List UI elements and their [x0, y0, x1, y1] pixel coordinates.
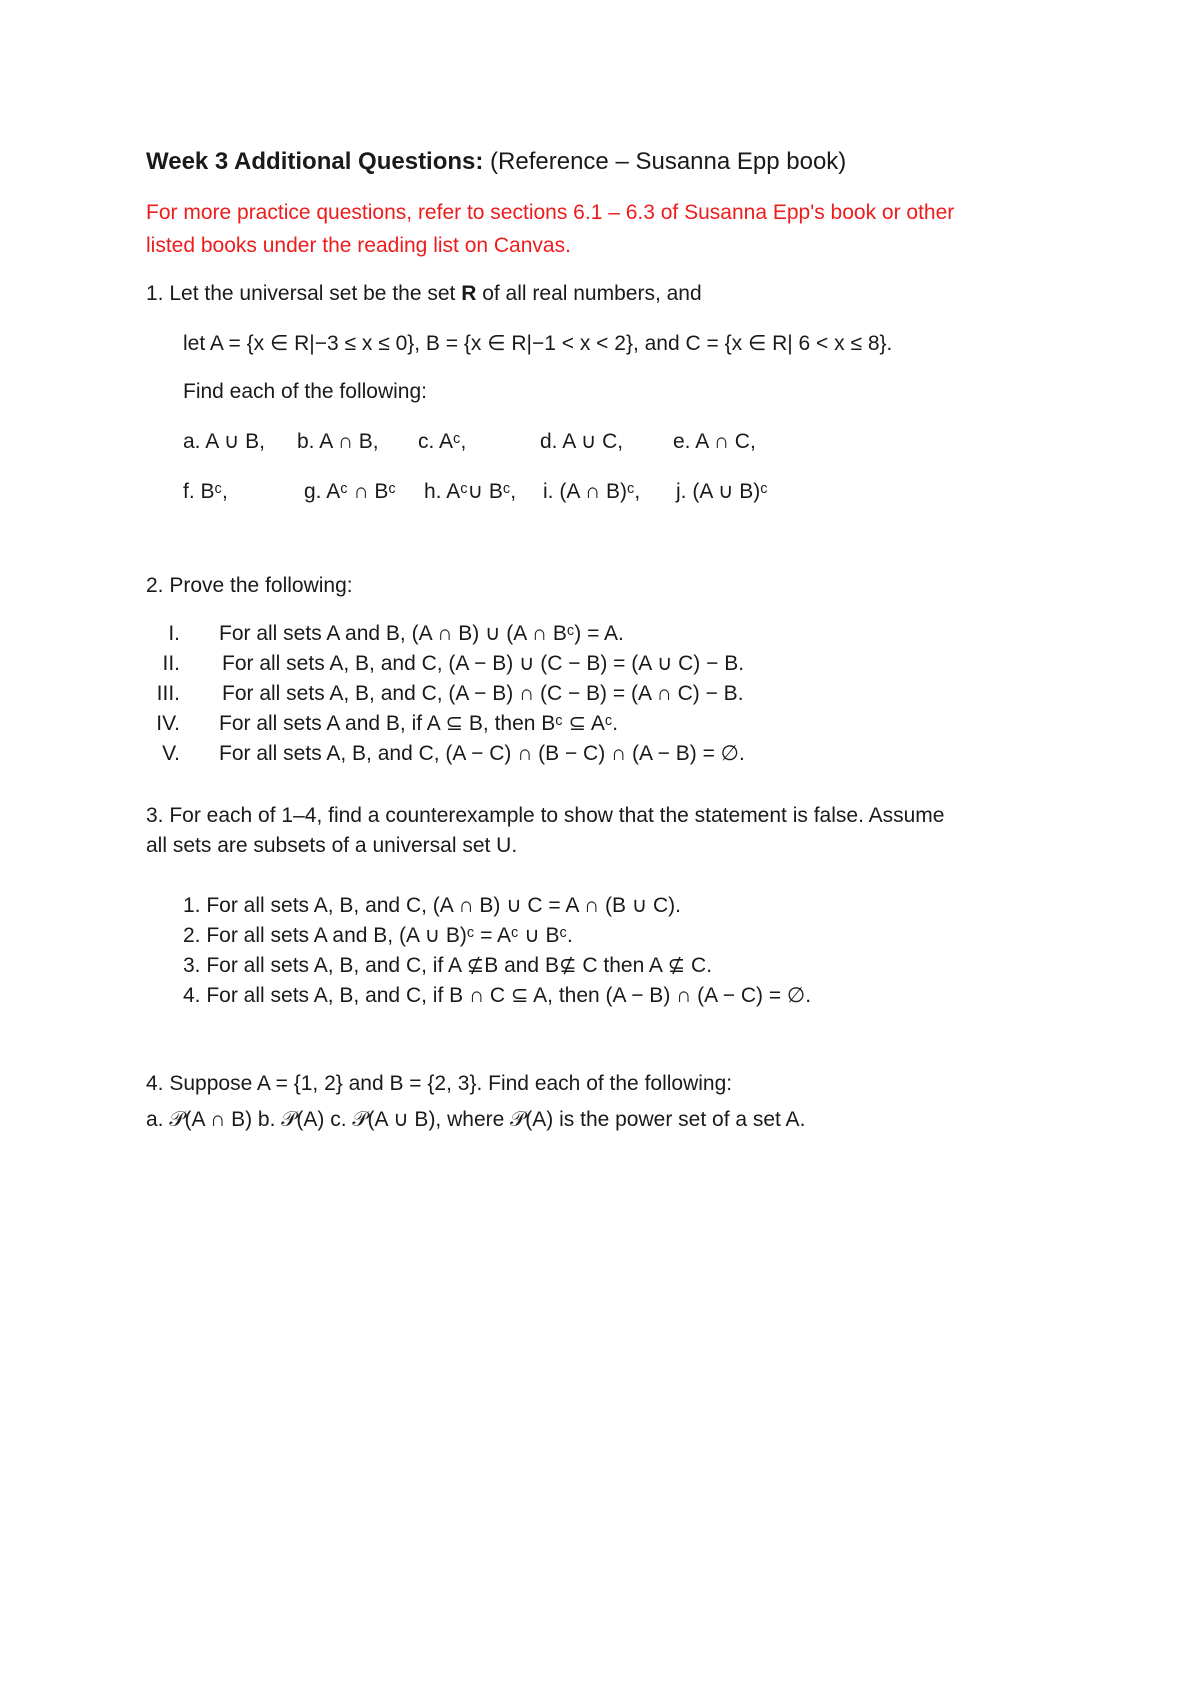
q2-num-4: IV.: [156, 712, 180, 735]
q1-intro-c: of all real numbers, and: [476, 282, 702, 305]
q1-sets: let A = {x ∈ R|−3 ≤ x ≤ 0}, B = {x ∈ R|−1 < x < 2}, and C = {x ∈ R| 6 < x ≤ 8}.: [183, 332, 893, 355]
q1-item-g: g. Aᶜ ∩ Bᶜ: [304, 480, 396, 503]
practice-note-line-1: For more practice questions, refer to sections 6.1 – 6.3 of Susanna Epp's book or other: [146, 201, 955, 224]
q2-item-1: For all sets A and B, (A ∩ B) ∪ (A ∩ Bᶜ) = A.: [219, 622, 624, 645]
q1-item-a: a. A ∪ B,: [183, 430, 265, 453]
q3-item-3: 3. For all sets A, B, and C, if A ⊈B and B⊈ C then A ⊈ C.: [183, 954, 713, 977]
q1-item-e: e. A ∩ C,: [673, 430, 756, 453]
q2-num-2: II.: [162, 652, 180, 675]
q3-line-2: all sets are subsets of a universal set U.: [146, 834, 518, 857]
title-reference: (Reference – Susanna Epp book): [483, 148, 847, 175]
q2-num-1: I.: [168, 622, 180, 645]
q1-intro: [146, 280, 702, 308]
q3-item-1: 1. For all sets A, B, and C, (A ∩ B) ∪ C = A ∩ (B ∪ C).: [183, 894, 682, 917]
q1-intro-a: 1. Let the universal set be the set: [146, 282, 462, 305]
q1-item-c: c. Aᶜ,: [418, 430, 467, 453]
q2-num-5: V.: [162, 742, 180, 765]
title-bold: Week 3 Additional Questions:: [146, 148, 484, 175]
q1-item-i: i. (A ∩ B)ᶜ,: [543, 480, 641, 503]
q3-line-1: 3. For each of 1–4, find a counterexample to show that the statement is false. Assume: [146, 804, 945, 827]
q1-intro-b: R: [461, 282, 477, 305]
q2-intro: 2. Prove the following:: [146, 574, 353, 597]
q1-item-j: j. (A ∪ B)ᶜ: [676, 480, 768, 503]
q1-item-d: d. A ∪ C,: [540, 430, 624, 453]
q2-num-3: III.: [156, 682, 180, 705]
q1-find: Find each of the following:: [183, 380, 427, 403]
practice-note-line-2: listed books under the reading list on Canvas.: [146, 234, 571, 257]
page-title: [146, 146, 846, 178]
q1-item-f: f. Bᶜ,: [183, 480, 228, 503]
q1-item-h: h. Aᶜ∪ Bᶜ,: [424, 480, 517, 503]
q3-item-4: 4. For all sets A, B, and C, if B ∩ C ⊆ A, then (A − B) ∩ (A − C) = ∅.: [183, 984, 812, 1007]
q2-item-5: For all sets A, B, and C, (A − C) ∩ (B − C) ∩ (A − B) = ∅.: [219, 742, 745, 765]
q1-item-b: b. A ∩ B,: [297, 430, 379, 453]
q2-item-3: For all sets A, B, and C, (A − B) ∩ (C − B) = (A ∩ C) − B.: [222, 682, 744, 705]
q3-item-2: 2. For all sets A and B, (A ∪ B)ᶜ = Aᶜ ∪ Bᶜ.: [183, 924, 573, 947]
q2-item-4: For all sets A and B, if A ⊆ B, then Bᶜ ⊆ Aᶜ.: [219, 712, 619, 735]
q2-item-2: For all sets A, B, and C, (A − B) ∪ (C − B) = (A ∪ C) − B.: [222, 652, 745, 675]
q4-line-2: a. 𝒫(A ∩ B) b. 𝒫(A) c. 𝒫(A ∪ B), where 𝒫(A) is the power set of a set A.: [146, 1108, 806, 1131]
q4-line-1: 4. Suppose A = {1, 2} and B = {2, 3}. Find each of the following:: [146, 1072, 733, 1095]
